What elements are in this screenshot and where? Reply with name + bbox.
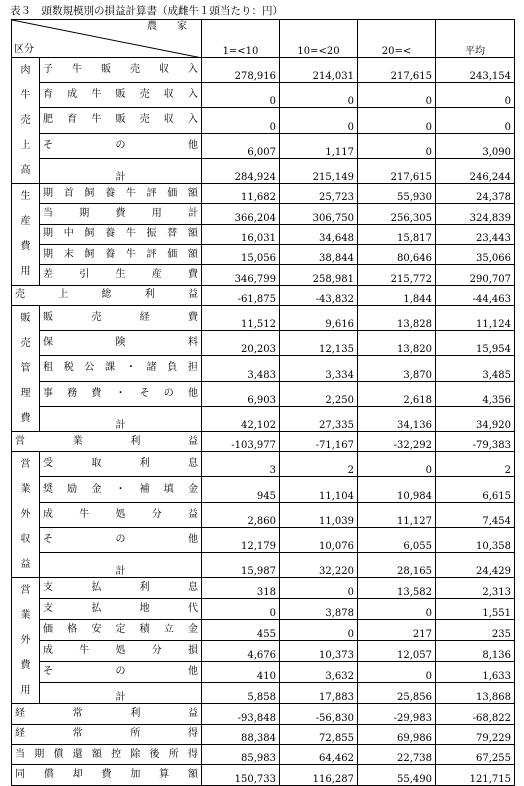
row-label-text: 差 引 生 産 費 [43, 268, 198, 280]
category-char: 用 [20, 685, 31, 697]
value-cell: 6,903 [202, 381, 280, 406]
summary-row [12, 285, 515, 305]
category-cell [12, 184, 40, 286]
row-label-text: 営 業 利 益 [15, 435, 198, 447]
value-cell: 67,255 [436, 744, 515, 764]
category-char: 費 [20, 660, 31, 672]
value-cell: 290,707 [436, 265, 515, 285]
category-char: 費 [20, 241, 31, 252]
category-char: 営 [20, 459, 31, 471]
row-label [40, 184, 202, 204]
subtotal-label: 計 [40, 158, 202, 183]
value-cell: 9,616 [280, 305, 358, 330]
value-cell: 0 [358, 452, 436, 477]
subtotal-label: 計 [40, 553, 202, 578]
category-char: 用 [20, 266, 31, 277]
value-cell: 34,136 [358, 406, 436, 431]
row-label [40, 662, 202, 683]
category-char: 管 [20, 362, 31, 374]
value-cell: 306,750 [280, 204, 358, 224]
column-header: 20=< [358, 20, 436, 58]
value-cell: 0 [358, 83, 436, 108]
value-cell: 64,462 [280, 744, 358, 764]
value-cell: 0 [280, 83, 358, 108]
category-char: 業 [20, 610, 31, 622]
value-cell: 10,984 [358, 477, 436, 502]
column-header: 1=<10 [202, 20, 280, 58]
value-cell: 366,204 [202, 204, 280, 224]
value-cell: 243,154 [436, 58, 515, 83]
row-label-text: 同 償 却 費 加 算 額 [15, 768, 198, 780]
summary-row [12, 431, 515, 451]
value-cell: 0 [280, 620, 358, 641]
row-label-text: 支 払 地 代 [43, 603, 198, 615]
value-cell: 17,883 [280, 683, 358, 704]
value-cell: 7,454 [436, 502, 515, 527]
value-cell: 4,676 [202, 641, 280, 662]
category-char: 理 [20, 387, 31, 399]
value-cell: 10,076 [280, 527, 358, 552]
farm-header-label: 農 家 [147, 21, 187, 32]
value-cell: 2 [436, 452, 515, 477]
value-cell: 69,986 [358, 724, 436, 744]
row-label [40, 356, 202, 381]
value-cell: 5,858 [202, 683, 280, 704]
row-label-text: 当 期 費 用 計 [43, 207, 198, 219]
row-label [40, 204, 202, 224]
value-cell: 215,772 [358, 265, 436, 285]
table-row [12, 683, 515, 704]
value-cell: 3,334 [280, 356, 358, 381]
value-cell: -103,977 [202, 431, 280, 451]
value-cell: 0 [358, 108, 436, 133]
value-cell: 2,860 [202, 502, 280, 527]
income-statement-table [11, 19, 515, 786]
value-cell: 12,179 [202, 527, 280, 552]
row-label-text: そ の 他 [43, 533, 198, 545]
value-cell: 217 [358, 620, 436, 641]
category-char: 高 [20, 165, 31, 176]
row-label-text: 奨 励 金 ・ 補 填 金 [43, 483, 198, 495]
row-label-text: 価 格 安 定 積 立 金 [43, 624, 198, 636]
value-cell: 34,920 [436, 406, 515, 431]
row-label-text: 受 取 利 息 [43, 458, 198, 470]
value-cell: 13,582 [358, 578, 436, 599]
value-cell: 8,136 [436, 641, 515, 662]
summary-row [12, 765, 515, 785]
value-cell: 278,916 [202, 58, 280, 83]
value-cell: 1,844 [358, 285, 436, 305]
value-cell: 3,632 [280, 662, 358, 683]
row-label [40, 620, 202, 641]
value-cell: 10,373 [280, 641, 358, 662]
row-label-text: 期 中 飼 養 牛 振 替 額 [43, 228, 198, 240]
table-row [12, 527, 515, 552]
value-cell: 72,855 [280, 724, 358, 744]
value-cell: -68,822 [436, 704, 515, 724]
value-cell: 346,799 [202, 265, 280, 285]
value-cell: -56,830 [280, 704, 358, 724]
value-cell: 256,305 [358, 204, 436, 224]
column-header: 平均 [436, 20, 515, 58]
value-cell: 0 [358, 133, 436, 158]
row-label [40, 224, 202, 244]
value-cell: 6,007 [202, 133, 280, 158]
value-cell: 3,878 [280, 599, 358, 620]
category-char: 費 [20, 412, 31, 424]
row-label-text: 育 成 牛 販 売 収 入 [43, 89, 198, 101]
division-header-label: 区分 [14, 44, 34, 55]
row-label [40, 108, 202, 133]
value-cell: 11,039 [280, 502, 358, 527]
summary-row [12, 744, 515, 764]
table-row [12, 305, 515, 330]
value-cell: 11,124 [436, 305, 515, 330]
category-char: 牛 [20, 90, 31, 101]
table-row [12, 244, 515, 264]
row-label [40, 305, 202, 330]
table-row [12, 204, 515, 224]
category-char: 収 [20, 534, 31, 546]
category-cell [12, 58, 40, 184]
row-label [40, 133, 202, 158]
value-cell: 20,203 [202, 331, 280, 356]
row-label [40, 58, 202, 83]
value-cell: 34,648 [280, 224, 358, 244]
value-cell: 0 [436, 83, 515, 108]
value-cell: 15,954 [436, 331, 515, 356]
value-cell: 55,930 [358, 184, 436, 204]
row-label-text: 販 売 経 費 [43, 312, 198, 324]
header-corner-cell [12, 20, 202, 58]
value-cell: 116,287 [280, 765, 358, 785]
category-char: 上 [20, 140, 31, 151]
table-row [12, 599, 515, 620]
value-cell: 0 [358, 599, 436, 620]
value-cell: 0 [202, 108, 280, 133]
category-cell [12, 305, 40, 431]
row-label-text: 子 牛 販 売 収 入 [43, 64, 198, 76]
table-row [12, 158, 515, 183]
header-row [12, 20, 515, 58]
value-cell: 55,490 [358, 765, 436, 785]
value-cell: 11,127 [358, 502, 436, 527]
value-cell: 1,117 [280, 133, 358, 158]
row-label [40, 641, 202, 662]
table-row [12, 578, 515, 599]
table-row [12, 331, 515, 356]
value-cell: 79,229 [436, 724, 515, 744]
category-char: 売 [20, 337, 31, 349]
value-cell: 318 [202, 578, 280, 599]
value-cell: 2,313 [436, 578, 515, 599]
value-cell: 2,250 [280, 381, 358, 406]
value-cell: 246,244 [436, 158, 515, 183]
table-row [12, 553, 515, 578]
row-label-text: 経 常 所 得 [15, 728, 198, 740]
value-cell: 217,615 [358, 58, 436, 83]
value-cell: -93,848 [202, 704, 280, 724]
value-cell: -61,875 [202, 285, 280, 305]
row-label [40, 578, 202, 599]
table-row [12, 265, 515, 285]
value-cell: 42,102 [202, 406, 280, 431]
table-row [12, 381, 515, 406]
value-cell: 80,646 [358, 244, 436, 264]
category-char: 益 [20, 559, 31, 571]
value-cell: 0 [358, 662, 436, 683]
value-cell: 85,983 [202, 744, 280, 764]
value-cell: 0 [436, 108, 515, 133]
value-cell: 15,987 [202, 553, 280, 578]
table-row [12, 452, 515, 477]
table-title: 表３ 頭数規模別の損益計算書（成雌牛１頭当たり：円） [10, 5, 283, 17]
summary-row [12, 704, 515, 724]
row-label [40, 452, 202, 477]
value-cell: 2 [280, 452, 358, 477]
value-cell: 6,615 [436, 477, 515, 502]
value-cell: 258,981 [280, 265, 358, 285]
table-row [12, 83, 515, 108]
summary-label [12, 765, 202, 785]
row-label-text: 支 払 利 息 [43, 582, 198, 594]
value-cell: 217,615 [358, 158, 436, 183]
table-row [12, 133, 515, 158]
table-row [12, 356, 515, 381]
value-cell: 13,820 [358, 331, 436, 356]
table-row [12, 108, 515, 133]
row-label-text: そ の 他 [43, 139, 198, 151]
row-label-text: 当 期 償 還 額 控 除 後 所 得 [15, 748, 198, 760]
row-label-text: 期 末 飼 養 牛 評 価 額 [43, 248, 198, 260]
column-header: 10=<20 [280, 20, 358, 58]
table-row [12, 224, 515, 244]
category-char: 肉 [20, 65, 31, 76]
value-cell: 1,633 [436, 662, 515, 683]
category-char: 売 [20, 115, 31, 126]
value-cell: 6,055 [358, 527, 436, 552]
row-label [40, 599, 202, 620]
row-label-text: 経 常 利 益 [15, 707, 198, 719]
value-cell: 27,335 [280, 406, 358, 431]
value-cell: 35,066 [436, 244, 515, 264]
category-char: 外 [20, 635, 31, 647]
row-label [40, 265, 202, 285]
table-row [12, 662, 515, 683]
row-label [40, 331, 202, 356]
value-cell: 4,356 [436, 381, 515, 406]
value-cell: -44,463 [436, 285, 515, 305]
table-row [12, 406, 515, 431]
table-row [12, 58, 515, 83]
value-cell: 28,165 [358, 553, 436, 578]
category-cell [12, 578, 40, 704]
value-cell: -43,832 [280, 285, 358, 305]
value-cell: 10,358 [436, 527, 515, 552]
value-cell: 455 [202, 620, 280, 641]
category-char: 生 [20, 191, 31, 202]
value-cell: 3,090 [436, 133, 515, 158]
category-char: 外 [20, 509, 31, 521]
table-row [12, 641, 515, 662]
row-label-text: 売 上 総 利 益 [15, 289, 198, 301]
table-row [12, 502, 515, 527]
category-char: 産 [20, 216, 31, 227]
value-cell: 13,868 [436, 683, 515, 704]
value-cell: 11,512 [202, 305, 280, 330]
value-cell: 13,828 [358, 305, 436, 330]
value-cell: 12,057 [358, 641, 436, 662]
value-cell: 32,220 [280, 553, 358, 578]
row-label-text: 肥 育 牛 販 売 収 入 [43, 114, 198, 126]
value-cell: 15,056 [202, 244, 280, 264]
value-cell: 12,135 [280, 331, 358, 356]
value-cell: 945 [202, 477, 280, 502]
value-cell: 22,738 [358, 744, 436, 764]
value-cell: 324,839 [436, 204, 515, 224]
category-char: 業 [20, 484, 31, 496]
value-cell: 284,924 [202, 158, 280, 183]
category-char: 営 [20, 585, 31, 597]
table-row [12, 184, 515, 204]
summary-row [12, 724, 515, 744]
value-cell: 11,104 [280, 477, 358, 502]
table-row [12, 477, 515, 502]
value-cell: 15,817 [358, 224, 436, 244]
value-cell: 0 [280, 578, 358, 599]
value-cell: -29,983 [358, 704, 436, 724]
summary-label [12, 724, 202, 744]
value-cell: 3,483 [202, 356, 280, 381]
row-label-text: 成 牛 処 分 益 [43, 508, 198, 520]
table-body [12, 58, 515, 786]
value-cell: 16,031 [202, 224, 280, 244]
value-cell: -71,167 [280, 431, 358, 451]
row-label-text: 租 税 公 課 ・ 諸 負 担 [43, 362, 198, 374]
subtotal-label: 計 [40, 406, 202, 431]
value-cell: 23,443 [436, 224, 515, 244]
row-label [40, 244, 202, 264]
subtotal-label: 計 [40, 683, 202, 704]
row-label-text: 期 首 飼 養 牛 評 価 額 [43, 187, 198, 199]
value-cell: -79,383 [436, 431, 515, 451]
category-cell [12, 452, 40, 578]
value-cell: 3,485 [436, 356, 515, 381]
row-label [40, 502, 202, 527]
summary-label [12, 431, 202, 451]
value-cell: 11,682 [202, 184, 280, 204]
value-cell: 215,149 [280, 158, 358, 183]
value-cell: 2,618 [358, 381, 436, 406]
value-cell: 25,723 [280, 184, 358, 204]
value-cell: -32,292 [358, 431, 436, 451]
value-cell: 3 [202, 452, 280, 477]
summary-label [12, 744, 202, 764]
value-cell: 0 [202, 599, 280, 620]
row-label [40, 527, 202, 552]
row-label [40, 83, 202, 108]
category-char: 販 [20, 312, 31, 324]
value-cell: 24,378 [436, 184, 515, 204]
value-cell: 25,856 [358, 683, 436, 704]
table-row [12, 620, 515, 641]
value-cell: 1,551 [436, 599, 515, 620]
value-cell: 0 [280, 108, 358, 133]
value-cell: 235 [436, 620, 515, 641]
value-cell: 214,031 [280, 58, 358, 83]
row-label [40, 381, 202, 406]
row-label [40, 477, 202, 502]
value-cell: 0 [202, 83, 280, 108]
row-label-text: 保 険 料 [43, 337, 198, 349]
row-label-text: そ の 他 [43, 666, 198, 678]
row-label-text: 成 牛 処 分 損 [43, 645, 198, 657]
value-cell: 150,733 [202, 765, 280, 785]
value-cell: 3,870 [358, 356, 436, 381]
value-cell: 24,429 [436, 553, 515, 578]
summary-label [12, 285, 202, 305]
value-cell: 121,715 [436, 765, 515, 785]
value-cell: 410 [202, 662, 280, 683]
row-label-text: 事 務 費 ・ そ の 他 [43, 387, 198, 399]
value-cell: 88,384 [202, 724, 280, 744]
summary-label [12, 704, 202, 724]
value-cell: 38,844 [280, 244, 358, 264]
